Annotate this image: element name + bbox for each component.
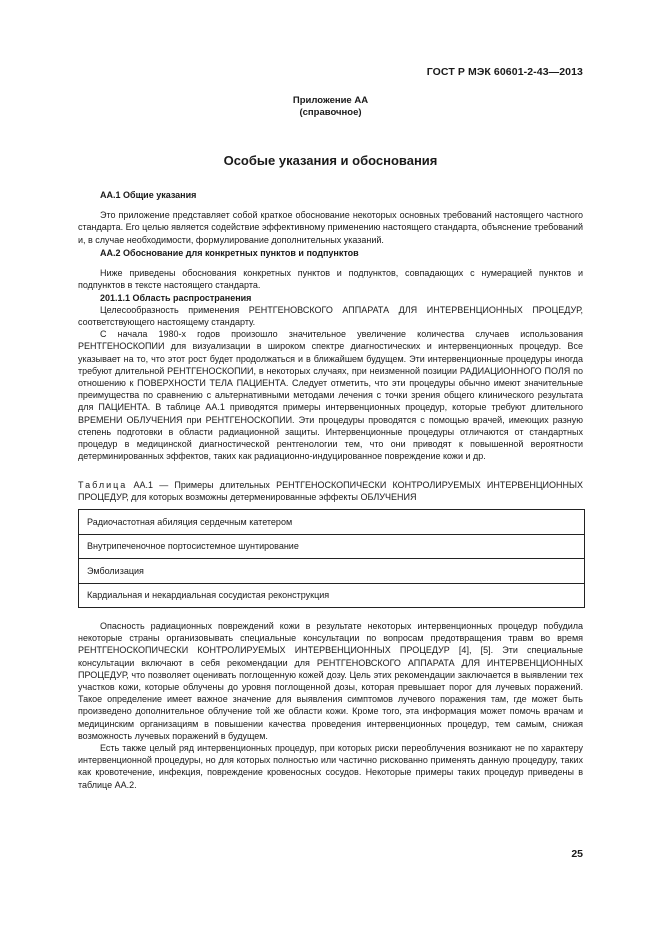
after-table-paragraph-2: Есть также целый ряд интервенционных процедур, при которых риски переоблучения возникают не по характеру интервенционной процедуры, но для которых полностью или частично рискованно применять данную процедуру, таких как кровотечение, инфекция, повреждение кровеносных сосудов. Некоторые примеры таких процедур приведены в таблице АА.2. <box>78 743 583 790</box>
appendix-heading <box>0 95 661 119</box>
table-caption-text: АА.1 — Примеры длительных РЕНТГЕНОСКОПИЧЕСКИ КОНТРОЛИРУЕМЫХ ИНТЕРВЕНЦИОННЫХ ПРОЦЕДУР, для которых возможны детерменированные эффекты ОБЛУЧЕНИЯ <box>78 480 583 503</box>
subsection-paragraph-2: С начала 1980-х годов произошло значительное увеличение количества случаев использования РЕНТГЕНОСКОПИИ для визуализации в широком спектре диагностических и интервенционных процедур. Все указывает на то, что этот рост будет продолжаться и в ближайшем будущем. Эти интервенционные процедуры иногда требуют длительной РЕНТГЕНОСКОПИИ, в некоторых случаях, при неизменной позиции РАДИАЦИОННОГО ПОЛЯ по отношению к ПОВЕРХНОСТИ ТЕЛА ПАЦИЕНТА. Следует отметить, что эти процедуры обычно имеют значительные преимущества по сравнению с альтернативными методами лечения с точки зрения общего клинического результата для ПАЦИЕНТА. В таблице АА.1 приводятся примеры интервенционных процедур, которые требуют длительного ВРЕМЕНИ ОБЛУЧЕНИЯ при РЕНТГЕНОСКОПИИ. Эти процедуры проводятся с помощью врачей, имеющих разную степень подготовки в области радиационной защиты. Интервенционные процедуры отличаются от стандартных процедур в медицинской диагностической рентгенологии тем, что они приводят к повышенной вероятности детерминированных эффектов, таких как радиационно-индуцированное повреждение кожи и др. <box>78 329 583 462</box>
section-aa1 <box>78 189 583 246</box>
table-row: Эмболизация <box>79 559 584 584</box>
after-table-section <box>78 620 583 791</box>
subsection-paragraph-1: Целесообразность применения РЕНТГЕНОВСКОГО АППАРАТА ДЛЯ ИНТЕРВЕНЦИОННЫХ ПРОЦЕДУР, соответствующего настоящему стандарту. <box>78 304 583 328</box>
section-aa2-intro: Ниже приведены обоснования конкретных пунктов и подпунктов, совпадающих с нумерацией пунктов и подпунктов в тексте настоящего стандарта. <box>78 268 583 291</box>
appendix-subtitle: (справочное) <box>299 107 362 118</box>
section-aa2-heading: АА.2 Обоснование для конкретных пунктов и подпунктов <box>100 248 359 258</box>
table-caption <box>78 479 583 503</box>
table-row: Кардиальная и некардиальная сосудистая реконструкция <box>87 590 330 601</box>
appendix-title: Приложение АА <box>292 95 369 106</box>
main-title: Особые указания и обоснования <box>223 153 438 168</box>
table-caption-lead: Таблица <box>78 480 128 490</box>
table-row: Внутрипеченочное портосистемное шунтирование <box>79 535 584 560</box>
after-table-paragraph-1: Опасность радиационных повреждений кожи в результате некоторых интервенционных процедур побудила некоторые страны организовывать специальные консультации по вопросам предотвращения травм во время РЕНТГЕНОСКОПИЧЕСКИ КОНТРОЛИРУЕМЫХ ИНТЕРВЕНЦИОННЫХ ПРОЦЕДУР [4], [5]. Эти специальные консультации включают в себя рекомендации для РЕНТГЕНОВСКОГО АППАРАТА ДЛЯ ИНТЕРВЕНЦИОННЫХ ПРОЦЕДУР, что позволяет оценивать поглощенную кожей дозу. Цель этих рекомендации заключается в выявлении тех участков кожи, которые облучены до уровня поглощенной дозы, которая превышает порог для лучевых поражений. Такое определение имеет важное значение для выявления симптомов лучевого поражения там, где может быть произведено дополнительное облучение той же области кожи. Кроме того, эта информация может помочь врачам и медицинским организациям в повышении качества проведения интервенционных процедур, тем самым, снижая возможность лучевых поражений в будущем. <box>78 621 583 741</box>
page-number: 25 <box>571 848 583 860</box>
table-row: Радиочастотная абиляция сердечным катетером <box>79 510 584 535</box>
section-aa1-heading: АА.1 Общие указания <box>100 190 197 200</box>
section-aa1-paragraph: Это приложение представляет собой краткое обоснование некоторых основных требований настоящего частного стандарта. Его целью является содействие эффективному применению настоящего стандарта, объяснение требований и, в случае необходимости, формулирование дополнительных указаний. <box>78 210 584 245</box>
section-aa2 <box>78 247 583 462</box>
procedures-table <box>78 509 585 608</box>
document-code: ГОСТ Р МЭК 60601-2-43—2013 <box>426 66 583 78</box>
subsection-heading: 201.1.1 Область распространения <box>100 292 252 303</box>
